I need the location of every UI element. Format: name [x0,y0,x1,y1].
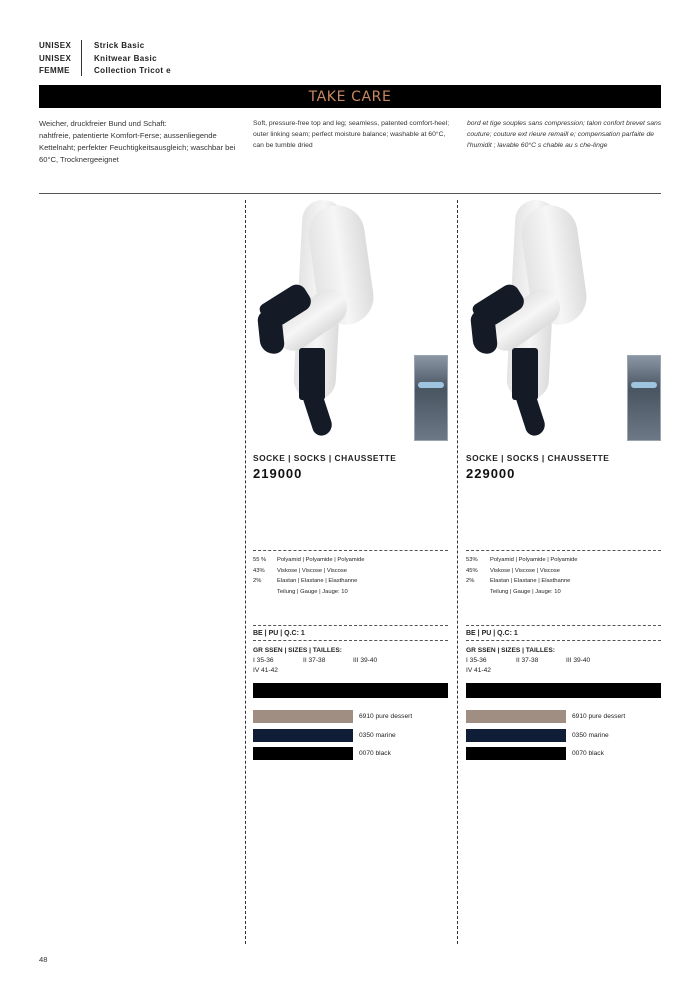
color-option [466,710,625,723]
composition-pct: 55 % [253,557,267,563]
color-label: 6910 pure dessert [572,713,626,720]
package-image [627,355,661,441]
section-title-bar [39,85,661,108]
color-swatch [253,729,353,742]
product-code: 229000 [466,466,516,481]
product-card [466,200,671,757]
composition-material: Viskose | Viscose | Viscose [490,567,561,574]
section-title: TAKE CARE [308,88,392,105]
page-number: 48 [39,955,48,964]
color-label: 0350 marine [359,732,396,739]
color-label: 0350 marine [572,732,609,739]
composition-material: Viskose | Viscose | Viscose [277,567,348,574]
composition-pct: 45% [466,567,478,574]
color-swatch [253,710,353,723]
category-label: UNISEX [39,41,72,50]
size-value: III 39-40 [353,657,378,664]
color-label: 6910 pure dessert [359,713,413,720]
composition-material: Elastan | Elastane | Elasthanne [490,578,571,584]
product-photo [466,200,671,445]
color-header-bar [253,683,448,698]
packing-unit: BE | PU | Q.C: 1 [253,625,448,641]
description-english: Soft, pressure-free top and leg; seamless, patented comfort-heel; outer linking seam; perfect moisture balance; washable at 60°C, can be tumble dried [253,120,450,149]
composition-pct: 53% [466,557,478,563]
sizes [466,646,661,676]
column-divider [245,200,246,944]
description-german-lead: Weicher, druckfreier Bund und Schaft: [39,119,167,128]
sock-image [470,309,498,355]
category-label: FEMME [39,66,70,75]
color-option [253,747,391,760]
composition-material: Elastan | Elastane | Elasthanne [277,578,358,584]
product-card [253,200,458,757]
color-swatch [466,747,566,760]
color-swatch [466,729,566,742]
product-type: SOCKE | SOCKS | CHAUSSETTE [466,453,610,463]
product-photo [253,200,458,445]
size-value: III 39-40 [566,657,591,664]
sizes-header: GR SSEN | SIZES | TAILLES: [466,647,555,654]
collection-labels [39,40,171,78]
description-german [39,118,244,166]
collection-row [39,53,171,66]
size-value: IV 41-42 [466,667,491,674]
description-german-body: nahtfreie, patentierte Komfort-Ferse; aussenliegende Kettelnaht; perfekter Feuchtigkeitsausgleich; waschbar bei 60°C, Trocknergeeignet [39,131,236,164]
color-option [253,710,412,723]
color-label: 0070 black [572,750,604,757]
header-divider [81,40,82,76]
gauge: Teilung | Gauge | Jauge: 10 [490,588,561,595]
color-option [466,729,609,742]
section-divider [39,193,661,194]
product-type: SOCKE | SOCKS | CHAUSSETTE [253,453,397,463]
sock-image [257,309,285,355]
composition-material: Polyamid | Polyamide | Polyamide [490,557,578,563]
package-image [414,355,448,441]
composition [253,550,448,597]
color-header-bar [466,683,661,698]
size-value: II 37-38 [516,657,539,664]
composition-pct: 43% [253,567,265,574]
color-swatch [466,710,566,723]
collection-label: Strick Basic [94,41,145,50]
size-value: II 37-38 [303,657,326,664]
size-value: IV 41-42 [253,667,278,674]
color-option [253,729,396,742]
color-option [466,747,604,760]
collection-label: Collection Tricot e [94,66,171,75]
collection-label: Knitwear Basic [94,53,157,63]
color-swatch [253,747,353,760]
size-value: I 35-36 [253,657,274,664]
product-code: 219000 [253,466,303,481]
sizes [253,646,448,676]
collection-row [39,40,171,53]
composition [466,550,661,597]
sizes-header: GR SSEN | SIZES | TAILLES: [253,647,342,654]
collection-row [39,65,171,78]
color-label: 0070 black [359,750,391,757]
sock-image [514,388,547,438]
packing-unit: BE | PU | Q.C: 1 [466,625,661,641]
category-label: UNISEX [39,53,72,63]
gauge: Teilung | Gauge | Jauge: 10 [277,588,348,595]
size-value: I 35-36 [466,657,487,664]
composition-pct: 2% [466,578,475,584]
composition-pct: 2% [253,578,262,584]
sock-image [301,388,334,438]
description-french: bord et tige souples sans compression; talon confort brevet sans couture; couture ext rieure remaill e; compensation parfaite de l'humidit ; lavable 60°C s chable au s che-linge [467,120,662,149]
composition-material: Polyamid | Polyamide | Polyamide [277,557,365,563]
